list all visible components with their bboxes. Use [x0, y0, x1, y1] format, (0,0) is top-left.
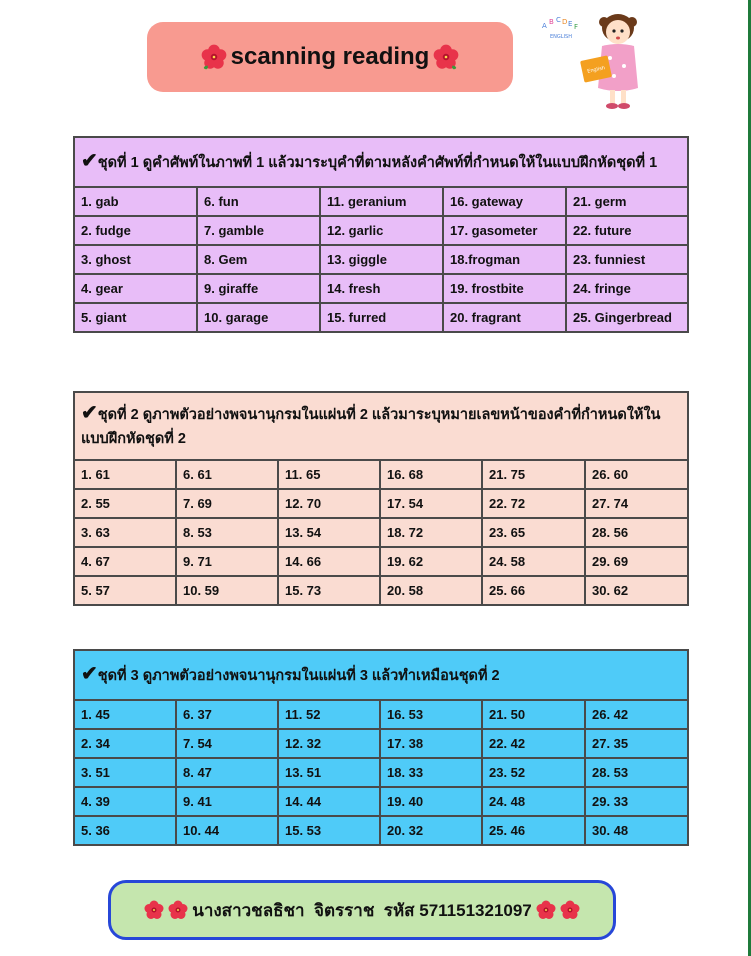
page-number-cell: 14. 44 [278, 787, 380, 816]
svg-text:B: B [549, 18, 554, 26]
hibiscus-flower-icon [536, 900, 556, 920]
page-number-cell: 22. 42 [482, 729, 585, 758]
page-number-cell: 6. 61 [176, 460, 278, 489]
table-row [74, 729, 688, 758]
page-number-cell: 22. 72 [482, 489, 585, 518]
exercise-set-3-table [73, 649, 689, 846]
page-number-cell: 17. 38 [380, 729, 482, 758]
hibiscus-flower-icon [201, 44, 227, 70]
page-number-cell: 2. 55 [74, 489, 176, 518]
word-cell: 11. geranium [320, 187, 443, 216]
word-cell: 16. gateway [443, 187, 566, 216]
page-number-cell: 18. 72 [380, 518, 482, 547]
page-number-cell: 15. 73 [278, 576, 380, 605]
svg-text:ENGLISH: ENGLISH [550, 34, 572, 40]
page-number-cell: 23. 52 [482, 758, 585, 787]
page-number-cell: 24. 58 [482, 547, 585, 576]
page-number-cell: 11. 52 [278, 700, 380, 729]
svg-text:A: A [542, 22, 547, 30]
hibiscus-flower-icon [168, 900, 188, 920]
page-number-cell: 3. 63 [74, 518, 176, 547]
page-number-cell: 9. 71 [176, 547, 278, 576]
set-3-heading-cell [74, 650, 688, 700]
page-number-cell: 5. 57 [74, 576, 176, 605]
page-number-cell: 8. 53 [176, 518, 278, 547]
author-footer [108, 880, 616, 940]
word-cell: 9. giraffe [197, 274, 320, 303]
page-number-cell: 12. 32 [278, 729, 380, 758]
table-row [74, 700, 688, 729]
page-number-cell: 10. 44 [176, 816, 278, 845]
word-cell: 18.frogman [443, 245, 566, 274]
table-row [74, 187, 688, 216]
word-cell: 2. fudge [74, 216, 197, 245]
page-number-cell: 2. 34 [74, 729, 176, 758]
page-number-cell: 15. 53 [278, 816, 380, 845]
page-number-cell: 3. 51 [74, 758, 176, 787]
table-row [74, 489, 688, 518]
svg-text:C: C [556, 16, 561, 24]
table-row [74, 816, 688, 845]
page-number-cell: 19. 62 [380, 547, 482, 576]
page-number-cell: 7. 54 [176, 729, 278, 758]
page-number-cell: 16. 53 [380, 700, 482, 729]
page-number-cell: 23. 65 [482, 518, 585, 547]
word-cell: 21. germ [566, 187, 688, 216]
word-cell: 23. funniest [566, 245, 688, 274]
page-number-cell: 25. 46 [482, 816, 585, 845]
hibiscus-flower-icon [144, 900, 164, 920]
word-cell: 12. garlic [320, 216, 443, 245]
word-cell: 24. fringe [566, 274, 688, 303]
title-banner [147, 22, 513, 92]
page-number-cell: 11. 65 [278, 460, 380, 489]
svg-text:F: F [574, 23, 579, 31]
table-row [74, 547, 688, 576]
page-number-cell: 20. 58 [380, 576, 482, 605]
table-row [74, 460, 688, 489]
page-number-cell: 12. 70 [278, 489, 380, 518]
page-number-cell: 16. 68 [380, 460, 482, 489]
word-cell: 20. fragrant [443, 303, 566, 332]
table-row [74, 216, 688, 245]
page-number-cell: 29. 69 [585, 547, 688, 576]
set-1-heading-cell [74, 137, 688, 187]
word-cell: 8. Gem [197, 245, 320, 274]
table-row [74, 576, 688, 605]
author-name: นางสาวชลธิชา จิตรราช รหัส 571151321097 [192, 900, 532, 920]
svg-text:E: E [568, 20, 573, 28]
hibiscus-flower-icon [433, 44, 459, 70]
page-number-cell: 29. 33 [585, 787, 688, 816]
page-number-cell: 7. 69 [176, 489, 278, 518]
table-row [74, 245, 688, 274]
word-cell: 7. gamble [197, 216, 320, 245]
word-cell: 5. giant [74, 303, 197, 332]
page-number-cell: 26. 42 [585, 700, 688, 729]
page-number-cell: 25. 66 [482, 576, 585, 605]
page-number-cell: 17. 54 [380, 489, 482, 518]
page-number-cell: 20. 32 [380, 816, 482, 845]
page-number-cell: 8. 47 [176, 758, 278, 787]
page-title: scanning reading [230, 43, 430, 70]
page-number-cell: 26. 60 [585, 460, 688, 489]
svg-text:English: English [586, 65, 606, 75]
set-2-heading: ชุดที่ 2 ดูภาพตัวอย่างพจนานุกรมในแผ่นที่ 2 แล้วมาระบุหมายเลขหน้าของคำที่กำหนดให้ในแบบฝึกหัดชุดที่ 2 [81, 407, 661, 447]
word-cell: 10. garage [197, 303, 320, 332]
page-number-cell: 4. 39 [74, 787, 176, 816]
set-2-heading-cell [74, 392, 688, 460]
word-cell: 1. gab [74, 187, 197, 216]
word-cell: 14. fresh [320, 274, 443, 303]
svg-text:D: D [562, 18, 568, 26]
page-number-cell: 4. 67 [74, 547, 176, 576]
page-number-cell: 19. 40 [380, 787, 482, 816]
girl-reading-book-icon [540, 8, 650, 112]
exercise-set-1-table [73, 136, 689, 333]
page-number-cell: 21. 50 [482, 700, 585, 729]
word-cell: 13. giggle [320, 245, 443, 274]
page-number-cell: 9. 41 [176, 787, 278, 816]
table-row [74, 303, 688, 332]
table-row [74, 518, 688, 547]
check-mark-icon: ✔ [81, 402, 98, 424]
word-cell: 6. fun [197, 187, 320, 216]
page-number-cell: 27. 35 [585, 729, 688, 758]
page-number-cell: 18. 33 [380, 758, 482, 787]
word-cell: 15. furred [320, 303, 443, 332]
page-number-cell: 28. 53 [585, 758, 688, 787]
word-cell: 19. frostbite [443, 274, 566, 303]
page-number-cell: 1. 61 [74, 460, 176, 489]
table-row [74, 787, 688, 816]
page-number-cell: 14. 66 [278, 547, 380, 576]
word-cell: 25. Gingerbread [566, 303, 688, 332]
page-number-cell: 13. 54 [278, 518, 380, 547]
hibiscus-flower-icon [560, 900, 580, 920]
page-number-cell: 13. 51 [278, 758, 380, 787]
set-3-heading: ชุดที่ 3 ดูภาพตัวอย่างพจนานุกรมในแผ่นที่ 3 แล้วทำเหมือนชุดที่ 2 [97, 668, 500, 684]
table-row [74, 274, 688, 303]
page-number-cell: 27. 74 [585, 489, 688, 518]
word-cell: 4. gear [74, 274, 197, 303]
page-number-cell: 1. 45 [74, 700, 176, 729]
word-cell: 22. future [566, 216, 688, 245]
page-number-cell: 30. 62 [585, 576, 688, 605]
page-number-cell: 21. 75 [482, 460, 585, 489]
check-mark-icon: ✔ [81, 663, 98, 685]
page-number-cell: 5. 36 [74, 816, 176, 845]
page-number-cell: 10. 59 [176, 576, 278, 605]
page-number-cell: 28. 56 [585, 518, 688, 547]
page-number-cell: 24. 48 [482, 787, 585, 816]
exercise-set-2-table [73, 391, 689, 606]
page-number-cell: 6. 37 [176, 700, 278, 729]
table-row [74, 758, 688, 787]
set-1-heading: ชุดที่ 1 ดูคำศัพท์ในภาพที่ 1 แล้วมาระบุคำที่ตามหลังคำศัพท์ที่กำหนดให้ในแบบฝึกหัดชุดที่ 1 [97, 155, 658, 171]
word-cell: 17. gasometer [443, 216, 566, 245]
word-cell: 3. ghost [74, 245, 197, 274]
page-number-cell: 30. 48 [585, 816, 688, 845]
check-mark-icon: ✔ [81, 150, 98, 172]
